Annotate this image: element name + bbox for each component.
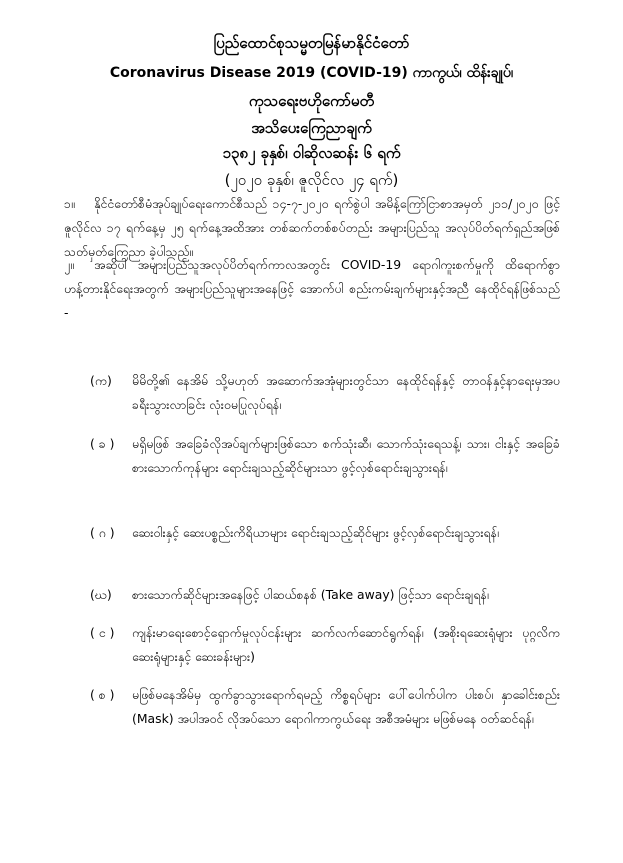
list-item-text: ဆေးဝါးနှင့် ဆေးပစ္စည်းကိရိယာများ ရောင်းချသည့်ဆိုင်များ ဖွင့်လှစ်ရောင်းချသွားရန်၊	[132, 525, 499, 540]
header-committee: ကုသရေးဗဟိုကော်မတီ	[248, 92, 375, 110]
list-item-text: မိမိတို့၏ နေအိမ် သို့မဟုတ် အဆောက်အအုံများတွင်သာ နေထိုင်ရန်နှင့် တာဝန်နှင့်နာရေးမှအပ ခရီးသွားလာခြင်း လုံးဝမပြုလုပ်ရန်၊	[132, 373, 560, 412]
list-item	[90, 683, 560, 731]
list-item	[90, 621, 560, 669]
list-item-marker: ( ခ )	[90, 436, 115, 451]
list-item-marker: ( ဂ )	[90, 525, 115, 540]
header-state-name: ပြည်ထောင်စုသမ္မတမြန်မာနိုင်ငံတော်	[213, 34, 410, 52]
list-item-marker: ( စ )	[90, 687, 115, 702]
header-disease-title: Coronavirus Disease 2019 (COVID-19) ကာကွယ်၊ ထိန်းချုပ်၊	[109, 65, 514, 81]
list-item-text: ကျန်းမာရေးစောင့်ရှောက်မှုလုပ်ငန်းများ ဆက်လက်ဆောင်ရွက်ရန်၊ (အစိုးရဆေးရုံများ ပုဂ္ဂလိကဆေးရုံများနှင့် ဆေးခန်းများ)	[132, 625, 560, 664]
paragraph-text: အဆိုပါ အများပြည်သူအလုပ်ပိတ်ရက်ကာလအတွင်း COVID-19 ရောဂါကူးစက်မှုကို ထိရောက်စွာ ဟန့်တားနိုင်ရေးအတွက် အများပြည်သူများအနေဖြင့် အောက်ပါ စည်းကမ်းချက်များနှင့်အညီ နေထိုင်ရန်ဖြစ်သည် -	[64, 257, 560, 320]
paragraph-2	[64, 253, 560, 325]
list-item-marker: (က)	[90, 373, 112, 388]
list-item-text: မဖြစ်မနေအိမ်မှ ထွက်ခွာသွားရောက်ရမည့် ကိစ္စရပ်များ ပေါ်ပေါက်ပါက ပါးစပ်၊ နှာခေါင်းစည်း (Mask) အပါအဝင် လိုအပ်သော ရောဂါကာကွယ်ရေး အစီအမံများ မဖြစ်မနေ ဝတ်ဆင်ရန်၊	[132, 687, 560, 726]
list-item	[90, 369, 560, 417]
paragraph-text: နိုင်ငံတော်စီမံအုပ်ချုပ်ရေးကောင်စီသည် ၁၄-၇-၂၀၂၀ ရက်စွဲပါ အမိန့်ကြော်ငြာစာအမှတ် ၂၁၁/၂၀၂၀ ဖြင့် ဇူလိုင်လ ၁၇ ရက်နေ့မှ ၂၅ ရက်နေ့အထိအား တစ်ဆက်တစ်စပ်တည်း အများပြည်သူ အလုပ်ပိတ်ရက်ရှည်အဖြစ် သတ်မှတ်ကြေညာ ခဲ့ပါသည်။	[64, 196, 560, 259]
list-item-marker: ( င )	[90, 625, 115, 640]
list-item	[90, 432, 560, 480]
list-item	[90, 583, 560, 607]
list-item	[90, 521, 560, 545]
list-item-marker: (ဃ)	[90, 587, 112, 602]
list-item-text: စားသောက်ဆိုင်များအနေဖြင့် ပါဆယ်စနစ် (Take away) ဖြင့်သာ ရောင်းချရန်၊	[132, 587, 489, 602]
header-gregorian-date: (၂၀၂၀ ခုနှစ်၊ ဇူလိုင်လ ၂၄ ရက်)	[224, 171, 399, 189]
header-myanmar-date: ၁၃၈၂ ခုနှစ်၊ ဝါဆိုလဆန်း ၆ ရက်	[222, 144, 401, 162]
paragraph-number: ၁။	[64, 196, 75, 211]
header-announcement: အသိပေးကြေညာချက်	[251, 119, 372, 137]
paragraph-number: ၂။	[64, 257, 74, 272]
list-item-text: မရှိမဖြစ် အခြေခံလိုအပ်ချက်များဖြစ်သော စက်သုံးဆီ၊ သောက်သုံးရေသန့်၊ သား၊ ငါးနှင့် အခြေခံစားသောက်ကုန်များ ရောင်းချသည့်ဆိုင်များသာ ဖွင့်လှစ်ရောင်းချသွားရန်၊	[132, 436, 560, 475]
